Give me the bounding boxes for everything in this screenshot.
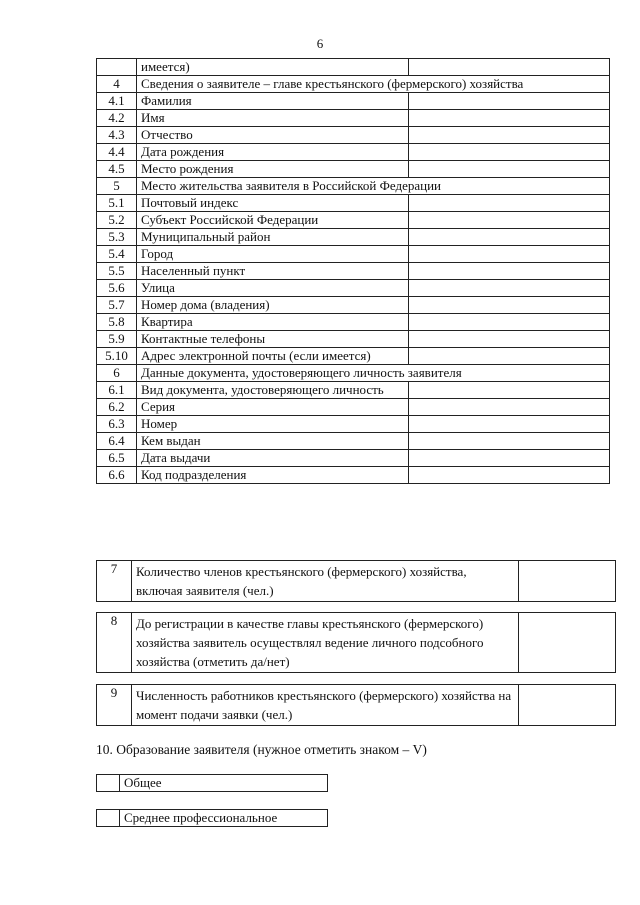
value-field[interactable] — [409, 280, 610, 297]
education-secondary-checkbox[interactable] — [97, 810, 120, 827]
row-label: Фамилия — [137, 93, 409, 110]
table-row — [97, 450, 610, 467]
personal-farm-table — [96, 612, 616, 673]
row-number: 7 — [97, 561, 132, 602]
row-label: Населенный пункт — [137, 263, 409, 280]
row-label: До регистрации в качестве главы крестьянского (фермерского) хозяйства заявитель осуществлял ведение личного подсобного хозяйства (отметить да/нет) — [132, 613, 519, 673]
table-row — [97, 195, 610, 212]
row-number: 5.10 — [97, 348, 137, 365]
table-row — [97, 280, 610, 297]
row-label: Место жительства заявителя в Российской Федерации — [137, 178, 610, 195]
row-label: Численность работников крестьянского (фермерского) хозяйства на момент подачи заявки (чел.) — [132, 685, 519, 726]
row-label: Адрес электронной почты (если имеется) — [137, 348, 409, 365]
table-row — [97, 212, 610, 229]
value-field[interactable] — [409, 399, 610, 416]
workers-count-table — [96, 684, 616, 726]
table-row — [97, 144, 610, 161]
table-row — [97, 110, 610, 127]
table-row — [97, 561, 616, 602]
row-number: 6.5 — [97, 450, 137, 467]
row-number: 9 — [97, 685, 132, 726]
row-label: Имя — [137, 110, 409, 127]
row-number: 5.5 — [97, 263, 137, 280]
row-number: 5.1 — [97, 195, 137, 212]
table-row — [97, 127, 610, 144]
education-general-checkbox[interactable] — [97, 775, 120, 792]
members-count-field[interactable] — [519, 561, 616, 602]
education-option — [96, 774, 328, 792]
table-row — [97, 161, 610, 178]
row-number: 6.1 — [97, 382, 137, 399]
row-number: 4.4 — [97, 144, 137, 161]
row-label: Квартира — [137, 314, 409, 331]
row-number: 5 — [97, 178, 137, 195]
row-number: 5.4 — [97, 246, 137, 263]
table-row — [97, 382, 610, 399]
value-field[interactable] — [409, 348, 610, 365]
row-number: 5.2 — [97, 212, 137, 229]
value-field[interactable] — [409, 450, 610, 467]
row-number: 6 — [97, 365, 137, 382]
value-field[interactable] — [409, 263, 610, 280]
value-field[interactable] — [409, 331, 610, 348]
value-field[interactable] — [409, 416, 610, 433]
value-field[interactable] — [409, 144, 610, 161]
row-number: 5.6 — [97, 280, 137, 297]
table-row — [97, 416, 610, 433]
row-label: Почтовый индекс — [137, 195, 409, 212]
row-label: Дата выдачи — [137, 450, 409, 467]
personal-farm-field[interactable] — [519, 613, 616, 673]
workers-count-field[interactable] — [519, 685, 616, 726]
row-label: Муниципальный район — [137, 229, 409, 246]
row-label: Город — [137, 246, 409, 263]
row-number: 4.2 — [97, 110, 137, 127]
table-row — [97, 433, 610, 450]
value-field[interactable] — [409, 382, 610, 399]
value-field[interactable] — [409, 110, 610, 127]
table-row — [97, 93, 610, 110]
row-number: 8 — [97, 613, 132, 673]
education-option — [96, 809, 328, 827]
row-label: Место рождения — [137, 161, 409, 178]
table-row — [97, 348, 610, 365]
value-field[interactable] — [409, 433, 610, 450]
education-option-label: Среднее профессиональное — [120, 810, 328, 827]
table-row — [97, 314, 610, 331]
row-label: Номер — [137, 416, 409, 433]
table-row — [97, 297, 610, 314]
row-label: Данные документа, удостоверяющего личность заявителя — [137, 365, 610, 382]
row-label: Отчество — [137, 127, 409, 144]
table-row — [97, 399, 610, 416]
row-number: 6.3 — [97, 416, 137, 433]
table-row — [97, 246, 610, 263]
row-number: 4.3 — [97, 127, 137, 144]
row-label: Субъект Российской Федерации — [137, 212, 409, 229]
row-number: 6.2 — [97, 399, 137, 416]
row-number: 5.7 — [97, 297, 137, 314]
applicant-info-table — [96, 58, 610, 484]
row-number: 5.3 — [97, 229, 137, 246]
value-field[interactable] — [409, 467, 610, 484]
education-option-label: Общее — [120, 775, 328, 792]
row-label: Улица — [137, 280, 409, 297]
row-label: Серия — [137, 399, 409, 416]
row-label: Номер дома (владения) — [137, 297, 409, 314]
row-label: Вид документа, удостоверяющего личность — [137, 382, 409, 399]
row-label: Дата рождения — [137, 144, 409, 161]
row-label: Контактные телефоны — [137, 331, 409, 348]
table-row — [97, 178, 610, 195]
table-row — [97, 467, 610, 484]
table-row — [97, 263, 610, 280]
value-field[interactable] — [409, 195, 610, 212]
row-number: 4.1 — [97, 93, 137, 110]
page-number: 6 — [316, 36, 324, 51]
members-count-table — [96, 560, 616, 602]
row-number: 5.9 — [97, 331, 137, 348]
row-label: Кем выдан — [137, 433, 409, 450]
row-label: Сведения о заявителе – главе крестьянского (фермерского) хозяйства — [137, 76, 610, 93]
table-row — [97, 331, 610, 348]
value-field[interactable] — [409, 127, 610, 144]
row-label: Количество членов крестьянского (фермерского) хозяйства, включая заявителя (чел.) — [132, 561, 519, 602]
table-row — [97, 76, 610, 93]
row-number: 5.8 — [97, 314, 137, 331]
value-field[interactable] — [409, 297, 610, 314]
row-number: 6.6 — [97, 467, 137, 484]
table-row — [97, 365, 610, 382]
education-title: 10. Образование заявителя (нужное отметить знаком – V) — [96, 742, 427, 757]
value-field[interactable] — [409, 229, 610, 246]
table-row — [97, 59, 610, 76]
row-number — [97, 59, 137, 76]
row-number: 4 — [97, 76, 137, 93]
table-row — [97, 229, 610, 246]
row-number: 6.4 — [97, 433, 137, 450]
table-row — [97, 613, 616, 673]
value-field[interactable] — [409, 246, 610, 263]
value-field[interactable] — [409, 314, 610, 331]
value-field[interactable] — [409, 59, 610, 76]
value-field[interactable] — [409, 212, 610, 229]
value-field[interactable] — [409, 161, 610, 178]
value-field[interactable] — [409, 93, 610, 110]
row-label: имеется) — [137, 59, 409, 76]
row-label: Код подразделения — [137, 467, 409, 484]
row-number: 4.5 — [97, 161, 137, 178]
table-row — [97, 685, 616, 726]
